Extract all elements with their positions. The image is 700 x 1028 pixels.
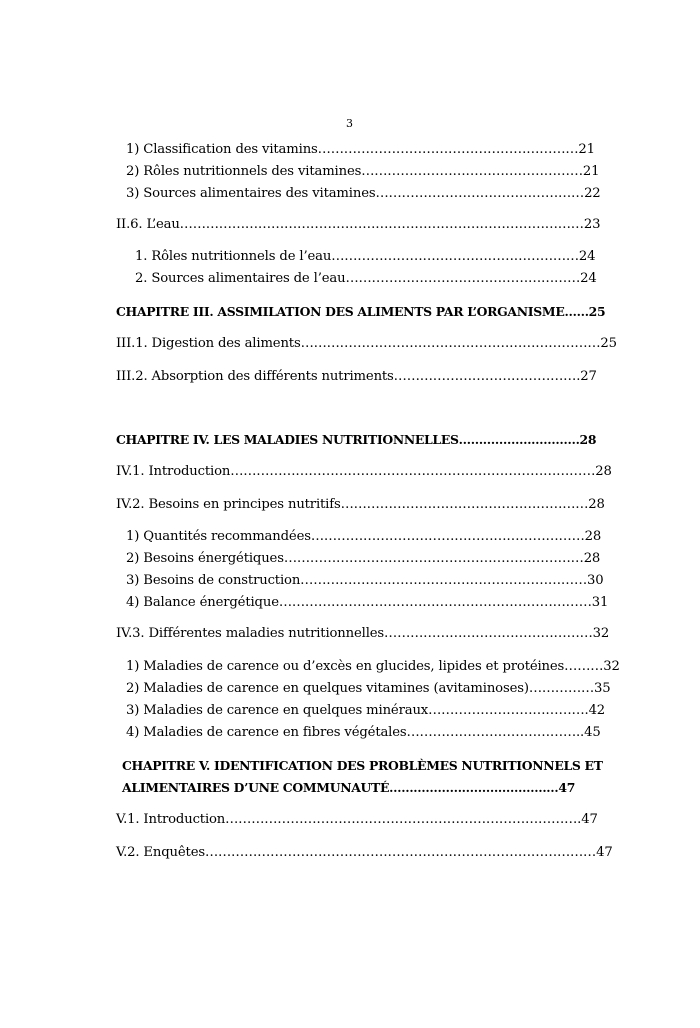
toc-entry-sources-eau: 2. Sources alimentaires de l’eau………………………………………………24 <box>135 271 597 286</box>
toc-entry-besoins: IV.2. Besoins en principes nutritifs…………………………………………………28 <box>116 497 605 512</box>
toc-entry-carence-glucides: 1) Maladies de carence ou d’excès en glucides, lipides et protéines………32 <box>126 659 620 674</box>
toc-entry-digestion: III.1. Digestion des aliments……………………………………………………………25 <box>116 336 617 351</box>
toc-entry-quantites: 1) Quantités recommandées………………………………………………………28 <box>126 529 602 544</box>
toc-entry-eau: II.6. L’eau…………………………………………………………………………………23 <box>116 217 601 232</box>
toc-entry-roles-eau: 1. Rôles nutritionnels de l’eau…………………………………………………24 <box>135 249 596 264</box>
toc-entry-classification-vitamins: 1) Classification des vitamins……………………………………………………21 <box>126 142 595 157</box>
toc-chapter-5-line-2: ALIMENTAIRES D’UNE COMMUNAUTÉ……………………………………47 <box>122 780 576 795</box>
toc-entry-carence-fibres: 4) Maladies de carence en fibres végétales…………………………………..45 <box>126 725 601 740</box>
toc-entry-roles-vitamines: 2) Rôles nutritionnels des vitamines……………………………………………21 <box>126 164 600 179</box>
toc-entry-enquetes: V.2. Enquêtes………………………………………………………………………………47 <box>116 845 613 860</box>
toc-entry-besoins-construction: 3) Besoins de construction…………………………………………………………30 <box>126 573 604 588</box>
toc-entry-sources-vitamines: 3) Sources alimentaires des vitamines…………………………………………22 <box>126 186 601 201</box>
toc-chapter-4: CHAPITRE IV. LES MALADIES NUTRITIONNELLES…………………………28 <box>116 432 597 447</box>
page-number: 3 <box>346 117 353 130</box>
toc-entry-absorption: III.2. Absorption des différents nutriments…………………………………….27 <box>116 369 597 384</box>
toc-entry-v1-introduction: V.1. Introduction……………………………………………………………………….47 <box>116 812 598 827</box>
toc-entry-balance: 4) Balance énergétique………………………………………………………………31 <box>126 595 609 610</box>
toc-chapter-3: CHAPITRE III. ASSIMILATION DES ALIMENTS PAR L’ORGANISME……25 <box>116 304 606 319</box>
toc-chapter-5-line-1: CHAPITRE V. IDENTIFICATION DES PROBLÈMES NUTRITIONNELS ET <box>122 758 603 773</box>
toc-entry-iv1-introduction: IV.1. Introduction…………………………………………………………………………28 <box>116 464 612 479</box>
toc-entry-carence-mineraux: 3) Maladies de carence en quelques minéraux……………………………….42 <box>126 703 606 718</box>
toc-entry-maladies: IV.3. Différentes maladies nutritionnelles…………………………………………32 <box>116 626 610 641</box>
toc-entry-carence-vitamines: 2) Maladies de carence en quelques vitamines (avitaminoses)……………35 <box>126 681 611 696</box>
toc-entry-besoins-energetiques: 2) Besoins énergétiques……………………………………………………………28 <box>126 551 601 566</box>
